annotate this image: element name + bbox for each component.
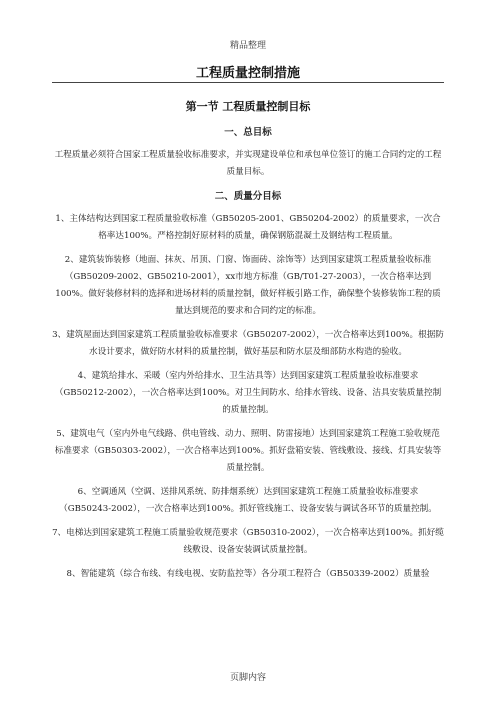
document-body xyxy=(52,124,444,590)
sub-goal-item-1: 1、主体结构达到国家工程质量验收标准（GB50205-2001、GB50204-2002）的质量要求，一次合格率达100%。严格控制好原材料的质量，确保钢筋混凝土及钢结构工程质量。 xyxy=(55,214,441,241)
overall-goal-heading: 一、总目标 xyxy=(224,127,272,138)
sub-goal-item-7: 7、电梯达到国家建筑工程施工质量验收规范要求（GB50310-2002），一次合格率达到100%。抓好缆线敷设、设备安装调试质量控制。 xyxy=(52,528,444,555)
overall-goal-text: 工程质量必须符合国家工程质量验收标准要求，并实现建设单位和承包单位签订的施工合同约定的工程质量目标。 xyxy=(54,150,442,177)
page-header-note: 精品整理 xyxy=(229,41,266,51)
page-footer-note: 页脚内容 xyxy=(229,673,266,683)
sub-goal-item-8: 8、智能建筑（综合布线、有线电视、安防监控等）各分项工程符合（GB50339-2002）质量验 xyxy=(66,569,430,579)
sub-goal-item-2: 2、建筑装饰装修（地面、抹灰、吊顶、门窗、饰面砖、涂饰等）达到国家建筑工程质量验收标准（GB50209-2002、GB50210-2001），xx市地方标准（GB/T01-27-2003），一次合格率达到100%。做好装修材料的选择和进场材料的质量控制，做好样板引路工作，确保整个装修装饰工程的质量达到规范的要求和合同约定的标准。 xyxy=(55,255,441,316)
sub-goal-item-3: 3、建筑屋面达到国家建筑工程质量验收标准要求（GB50207-2002），一次合格率达到100%。根据防水设计要求，做好防水材料的质量控制，做好基层和防水层及细部防水构造的验收。 xyxy=(52,330,444,357)
title-divider xyxy=(52,82,444,83)
document-title: 工程质量控制措施 xyxy=(195,66,300,81)
sub-goals-heading: 二、质量分目标 xyxy=(214,191,282,202)
sub-goal-item-4: 4、建筑给排水、采暖（室内外给排水、卫生洁具等）达到国家建筑工程质量验收标准要求（GB50212-2002），一次合格率达到100%。对卫生间防水、给排水管线、设备、洁具安装质量控制的质量控制。 xyxy=(54,371,442,415)
sub-goal-item-5: 5、建筑电气（室内外电气线路、供电管线、动力、照明、防雷接地）达到国家建筑工程施工验收规范标准要求（GB50303-2002），一次合格率达到100%。抓好盘箱安装、管线敷设、接线、灯具安装等质量控制。 xyxy=(54,429,442,473)
section-title: 第一节 工程质量控制目标 xyxy=(185,100,311,113)
sub-goal-item-6: 6、空调通风（空调、送排风系统、防排烟系统）达到国家建筑工程施工质量验收标准要求（GB50243-2002），一次合格率达到100%。抓好管线施工、设备安装与调试各环节的质量控制。 xyxy=(59,487,437,514)
